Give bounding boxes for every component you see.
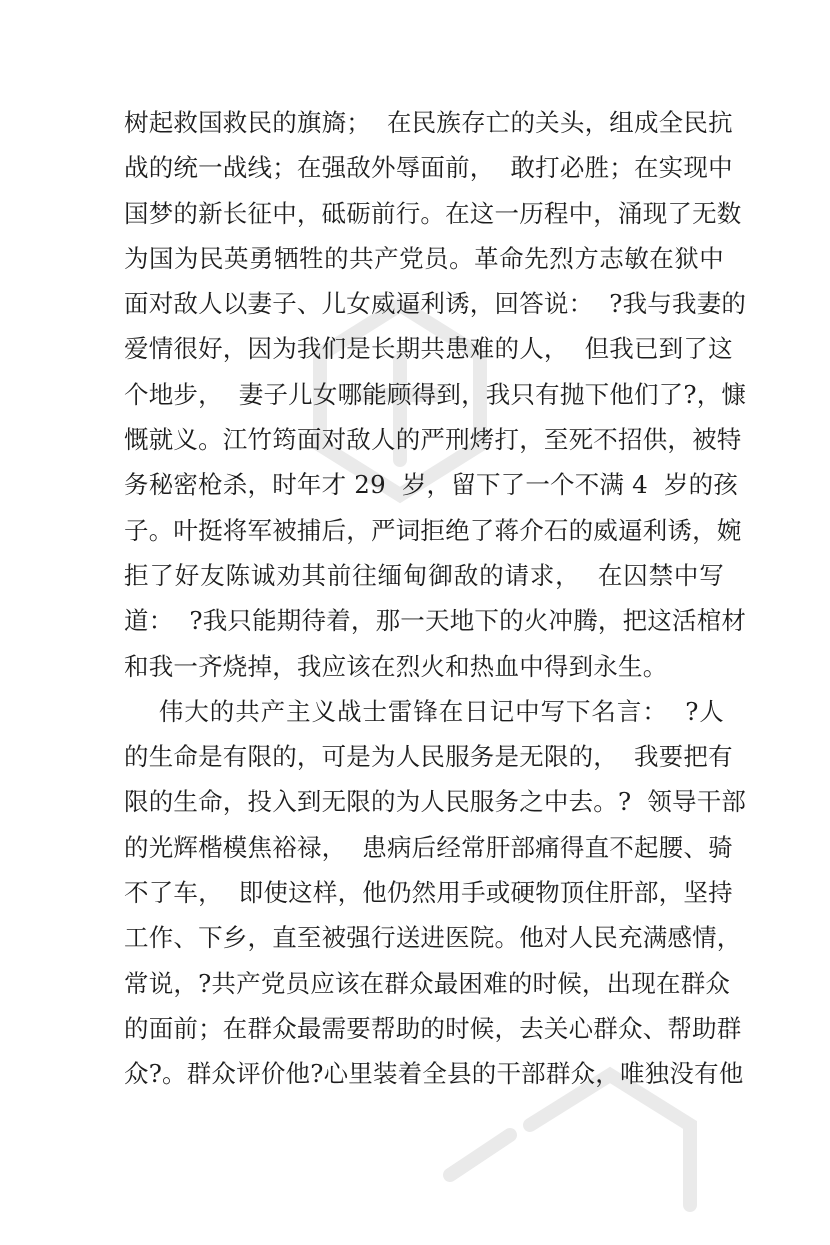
body-text	[124, 100, 747, 1097]
text-line: 务秘密枪杀，时年才 29 岁，留下了一个不满 4 岁的孩	[124, 470, 738, 500]
text-line: 限的生命，投入到无限的为人民服务之中去。? 领导干部	[124, 787, 747, 817]
text-line: 常说，?共产党员应该在群众最困难的时候，出现在群众	[124, 968, 731, 998]
text-line: 众?。群众评价他?心里装着全县的干部群众，唯独没有他	[124, 1059, 744, 1089]
text-line: 战的统一战线；在强敌外辱面前， 敢打必胜；在实现中	[124, 153, 733, 183]
text-line: 慨就义。江竹筠面对敌人的严刑烤打，至死不招供，被特	[124, 425, 742, 455]
text-line: 的生命是有限的，可是为人民服务是无限的， 我要把有	[124, 742, 733, 772]
text-line: 工作、下乡，直至被强行送进医院。他对人民充满感情，	[124, 923, 742, 953]
text-line: 道： ?我只能期待着，那一天地下的火冲腾，把这活棺材	[124, 606, 747, 636]
text-line: 面对敌人以妻子、儿女威逼利诱，回答说： ?我与我妻的	[124, 289, 747, 319]
text-line: 拒了好友陈诚劝其前往缅甸御敌的请求， 在囚禁中写	[124, 560, 724, 590]
text-line: 爱情很好，因为我们是长期共患难的人， 但我已到了这	[124, 334, 733, 364]
text-line: 个地步， 妻子儿女哪能顾得到，我只有抛下他们了?，慷	[124, 379, 747, 409]
text-line: 国梦的新长征中，砥砺前行。在这一历程中，涌现了无数	[124, 198, 742, 228]
text-line: 的面前；在群众最需要帮助的时候，去关心群众、帮助群	[124, 1013, 742, 1043]
text-line: 和我一齐烧掉，我应该在烈火和热血中得到永生。	[124, 651, 668, 681]
text-line: 伟大的共产主义战士雷锋在日记中写下名言： ?人	[124, 696, 724, 726]
text-line: 为国为民英勇牺牲的共产党员。革命先烈方志敏在狱中	[124, 243, 724, 273]
text-line: 不了车， 即使这样，他仍然用手或硬物顶住肝部，坚持	[124, 878, 733, 908]
text-line: 树起救国救民的旗旖； 在民族存亡的关头，组成全民抗	[124, 108, 733, 137]
text-line: 的光辉楷模焦裕禄， 患病后经常肝部痛得直不起腰、骑	[124, 832, 733, 862]
text-line: 子。叶挺将军被捕后，严词拒绝了蒋介石的威逼利诱，婉	[124, 515, 742, 545]
